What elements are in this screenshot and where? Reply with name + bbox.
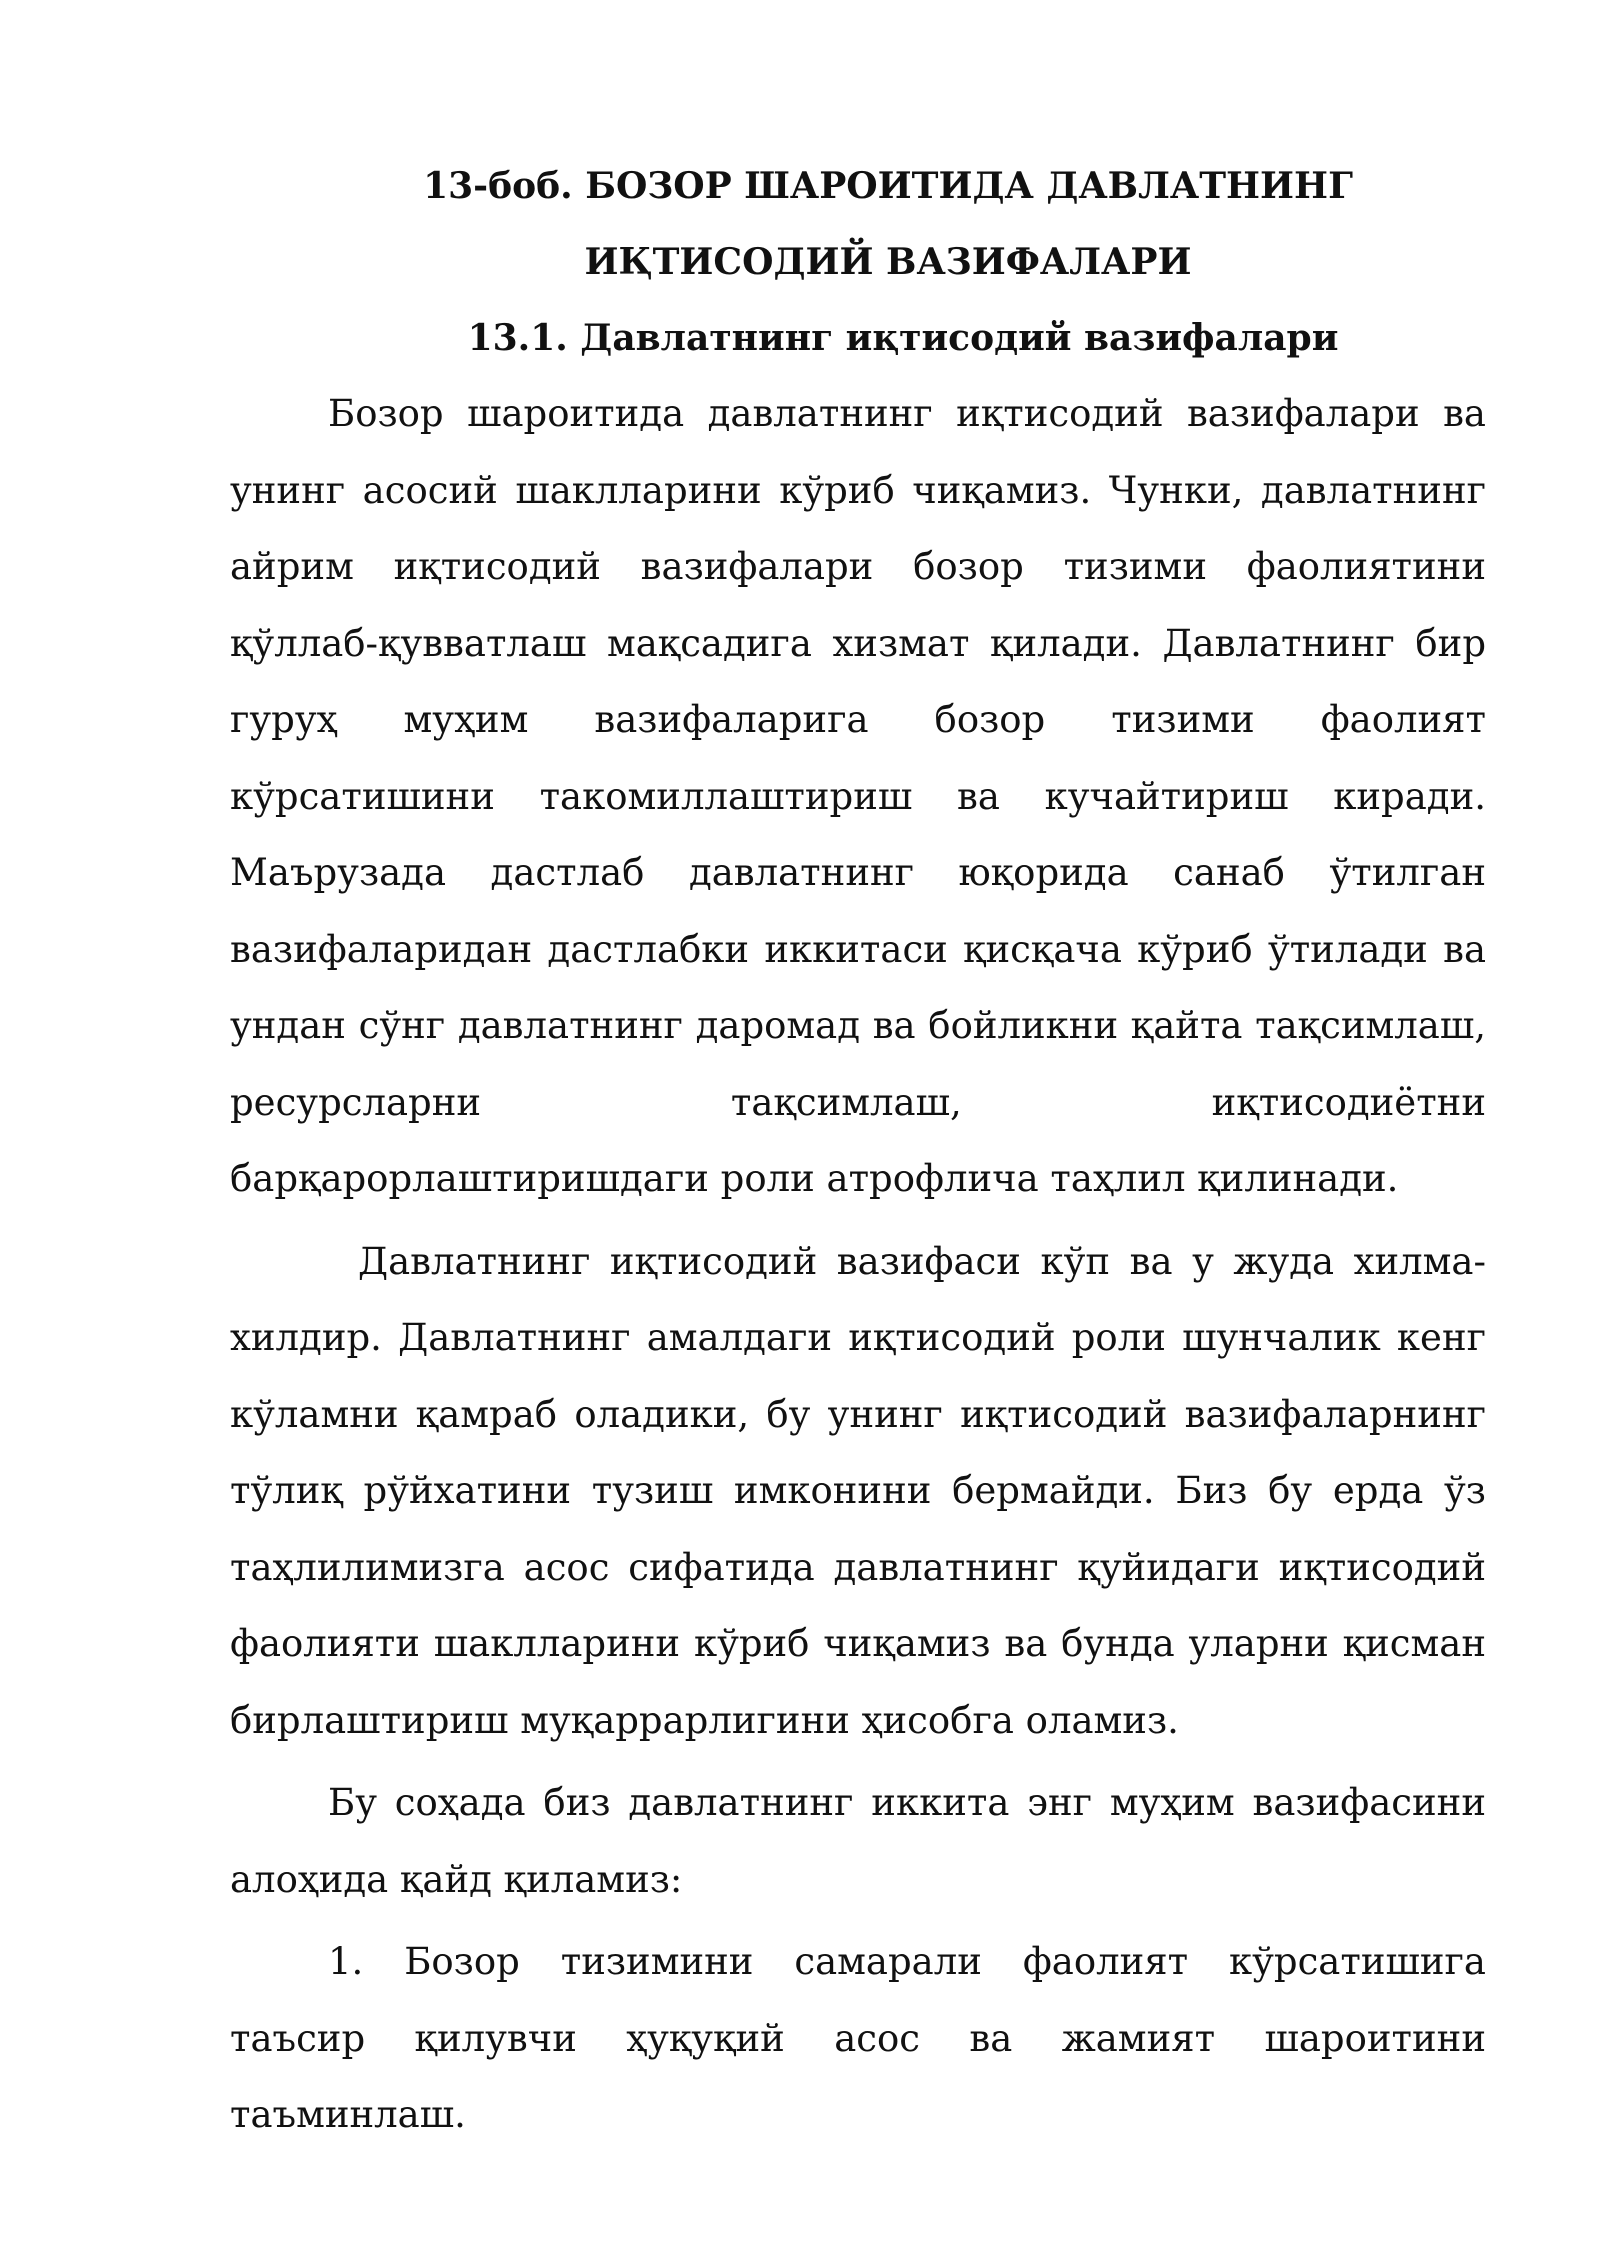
paragraph-two-functions: Бу соҳада биз давлатнинг иккита энг муҳим вазифасини алоҳида қайд қиламиз: <box>230 1781 1486 1901</box>
list-item-1: 1. Бозор тизимини самарали фаолият кўрсатишига таъсир қилувчи ҳуқуқий асос ва жамият шароитини таъминлаш. <box>230 1940 1486 2136</box>
paragraph-intro: Бозор шароитида давлатнинг иқтисодий вазифалари ва унинг асосий шаклларини кўриб чиқамиз. Чунки, давлатнинг айрим иқтисодий вазифалари бозор тизими фаолиятини қўллаб-қувватлаш мақсадига хизмат қилади. Давлатнинг бир гуруҳ муҳим вазифаларига бозор тизими фаолият кўрсатишини такомиллаштириш ва кучайтириш киради. Маърузада дастлаб давлатнинг юқорида санаб ўтилган вазифаларидан дастлабки иккитаси қисқача кўриб ўтилади ва ундан сўнг давлатнинг даромад ва бойликни қайта тақсимлаш, ресурсларни тақсимлаш, иқтисодиётни барқарорлаштиришдаги роли атрофлича таҳлил қилинади. <box>230 392 1486 1200</box>
section-title: 13.1. Давлатнинг иқтисодий вазифалари <box>467 317 1339 359</box>
page-content <box>230 148 1486 2154</box>
paragraph-functions: Давлатнинг иқтисодий вазифаси кўп ва у жуда хилма-хилдир. Давлатнинг амалдаги иқтисодий роли шунчалик кенг кўламни қамраб оладики, бу унинг иқтисодий вазифаларнинг тўлиқ рўйхатини тузиш имконини бермайди. Биз бу ерда ўз таҳлилимизга асос сифатида давлатнинг қуйидаги иқтисодий фаолияти шаклларини кўриб чиқамиз ва бунда уларни қисман бирлаштириш муқаррарлигини ҳисобга оламиз. <box>230 1239 1486 1742</box>
chapter-title: 13-боб. БОЗОР ШАРОИТИДА ДАВЛАТНИНГ ИҚТИСОДИЙ ВАЗИФАЛАРИ <box>423 165 1353 283</box>
